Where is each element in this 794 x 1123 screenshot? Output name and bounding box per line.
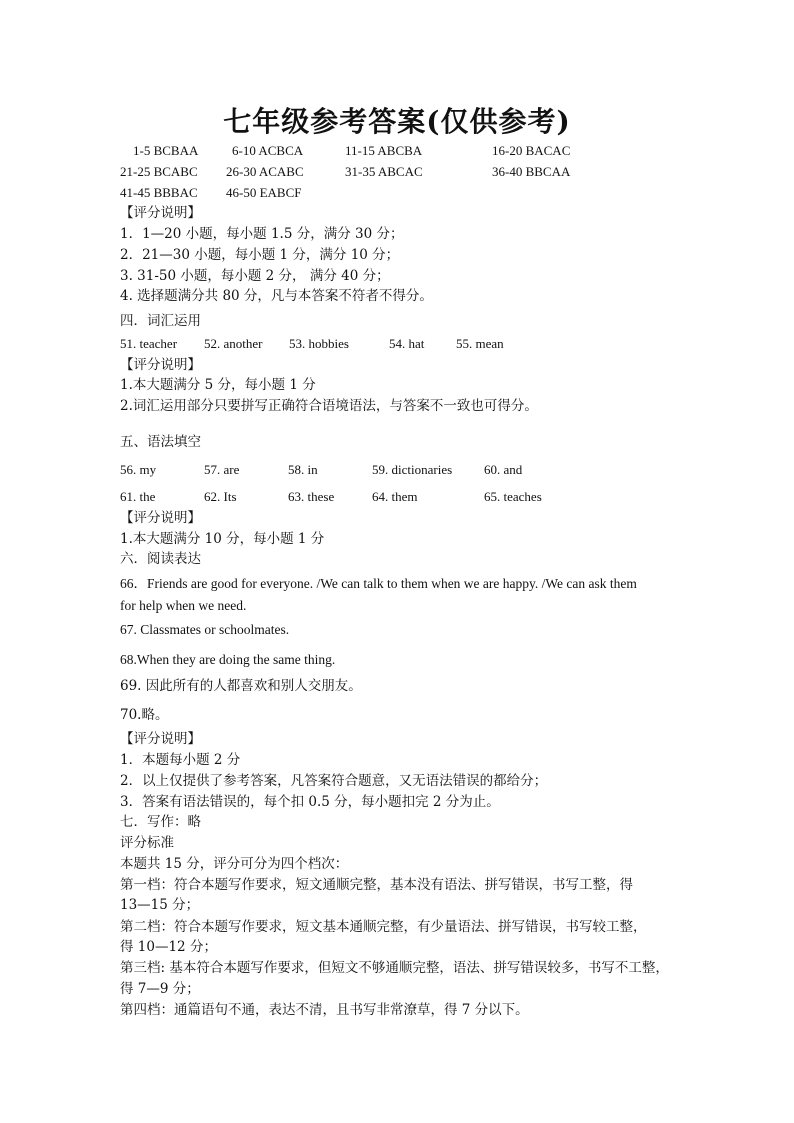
notes-item: 2.词汇运用部分只要拼写正确符合语境语法，与答案不一致也可得分。 (120, 398, 538, 414)
notes-item: 1．1—20 小题，每小题 1.5 分，满分 30 分； (120, 226, 404, 242)
notes-item: 1.本大题满分 5 分，每小题 1 分 (120, 377, 316, 393)
grammar-answer: 64. them (372, 489, 418, 504)
criteria-heading: 评分标准 (120, 835, 174, 851)
vocab-answer: 53. hobbies (289, 336, 349, 351)
criteria-level-3: 第三档: 基本符合本题写作要求，但短文不够通顺完整，语法、拼写错误较多，书写不工整， (120, 960, 669, 976)
choice-answer: 41-45 BBBAC (120, 185, 198, 200)
criteria-level-2-cont: 得 10—12 分； (120, 939, 217, 955)
choice-answer: 1-5 BCBAA (133, 143, 199, 158)
vocab-answer: 55. mean (456, 336, 504, 351)
grammar-answer: 63. these (288, 489, 335, 504)
section-heading-vocab: 四．词汇运用 (120, 313, 201, 329)
notes-heading: 【评分说明】 (120, 357, 201, 373)
notes-item: 2．21—30 小题，每小题 1 分，满分 10 分； (120, 247, 400, 263)
notes-item: 1.本大题满分 10 分，每小题 1 分 (120, 531, 325, 547)
choice-answer: 6-10 ACBCA (232, 143, 304, 158)
reading-answer-66: 66．Friends are good for everyone. /We can talk to them when we are happy. /We can ask them (120, 576, 637, 591)
notes-item: 3．答案有语法错误的，每个扣 0.5 分，每小题扣完 2 分为止。 (120, 794, 500, 810)
section-heading-reading: 六．阅读表达 (120, 551, 201, 567)
choice-answer: 46-50 EABCF (226, 185, 302, 200)
grammar-answer: 56. my (120, 462, 157, 477)
grammar-answer: 62. Its (204, 489, 237, 504)
reading-answer-69: 69. 因此所有的人都喜欢和别人交朋友。 (120, 678, 362, 694)
notes-item: 2．以上仅提供了参考答案，凡答案符合题意，又无语法错误的都给分； (120, 773, 548, 789)
reading-answer-67: 67. Classmates or schoolmates. (120, 622, 290, 637)
criteria-level-1-cont: 13—15 分； (120, 897, 200, 913)
criteria-level-2: 第二档：符合本题写作要求，短文基本通顺完整，有少量语法、拼写错误，书写较工整， (120, 919, 647, 935)
vocab-answer: 51. teacher (120, 336, 178, 351)
choice-answer: 36-40 BBCAA (492, 164, 571, 179)
criteria-level-1: 第一档：符合本题写作要求，短文通顺完整，基本没有语法、拼写错误，书写工整，得 (120, 877, 633, 893)
choice-answer: 21-25 BCABC (120, 164, 198, 179)
choice-answer: 11-15 ABCBA (345, 143, 423, 158)
reading-answer-66-cont: for help when we need. (120, 598, 247, 613)
notes-heading: 【评分说明】 (120, 510, 201, 526)
grammar-answer: 57. are (204, 462, 240, 477)
notes-item: 1．本题每小题 2 分 (120, 752, 241, 768)
grammar-answer: 60. and (484, 462, 523, 477)
choice-answer: 16-20 BACAC (492, 143, 571, 158)
criteria-level-3-cont: 得 7—9 分； (120, 981, 200, 997)
grammar-answer: 58. in (288, 462, 318, 477)
section-heading-writing: 七．写作：略 (120, 814, 201, 830)
reading-answer-68: 68.When they are doing the same thing. (120, 652, 336, 667)
reading-answer-70: 70.略。 (120, 707, 169, 723)
criteria-level-4: 第四档：通篇语句不通，表达不清，且书写非常潦草，得 7 分以下。 (120, 1002, 529, 1018)
grammar-answer: 59. dictionaries (372, 462, 453, 477)
notes-heading: 【评分说明】 (120, 205, 201, 221)
vocab-answer: 54. hat (389, 336, 425, 351)
criteria-intro: 本题共 15 分，评分可分为四个档次： (120, 856, 349, 872)
notes-heading: 【评分说明】 (120, 731, 201, 747)
choice-answer: 31-35 ABCAC (345, 164, 423, 179)
section-heading-grammar: 五、语法填空 (120, 434, 201, 450)
choice-answer: 26-30 ACABC (226, 164, 304, 179)
vocab-answer: 52. another (204, 336, 263, 351)
page-title: 七年级参考答案(仅供参考) (223, 105, 571, 138)
grammar-answer: 61. the (120, 489, 156, 504)
grammar-answer: 65. teaches (484, 489, 542, 504)
notes-item: 4. 选择题满分共 80 分，凡与本答案不符者不得分。 (120, 288, 433, 304)
notes-item: 3. 31-50 小题，每小题 2 分， 满分 40 分； (120, 268, 390, 284)
